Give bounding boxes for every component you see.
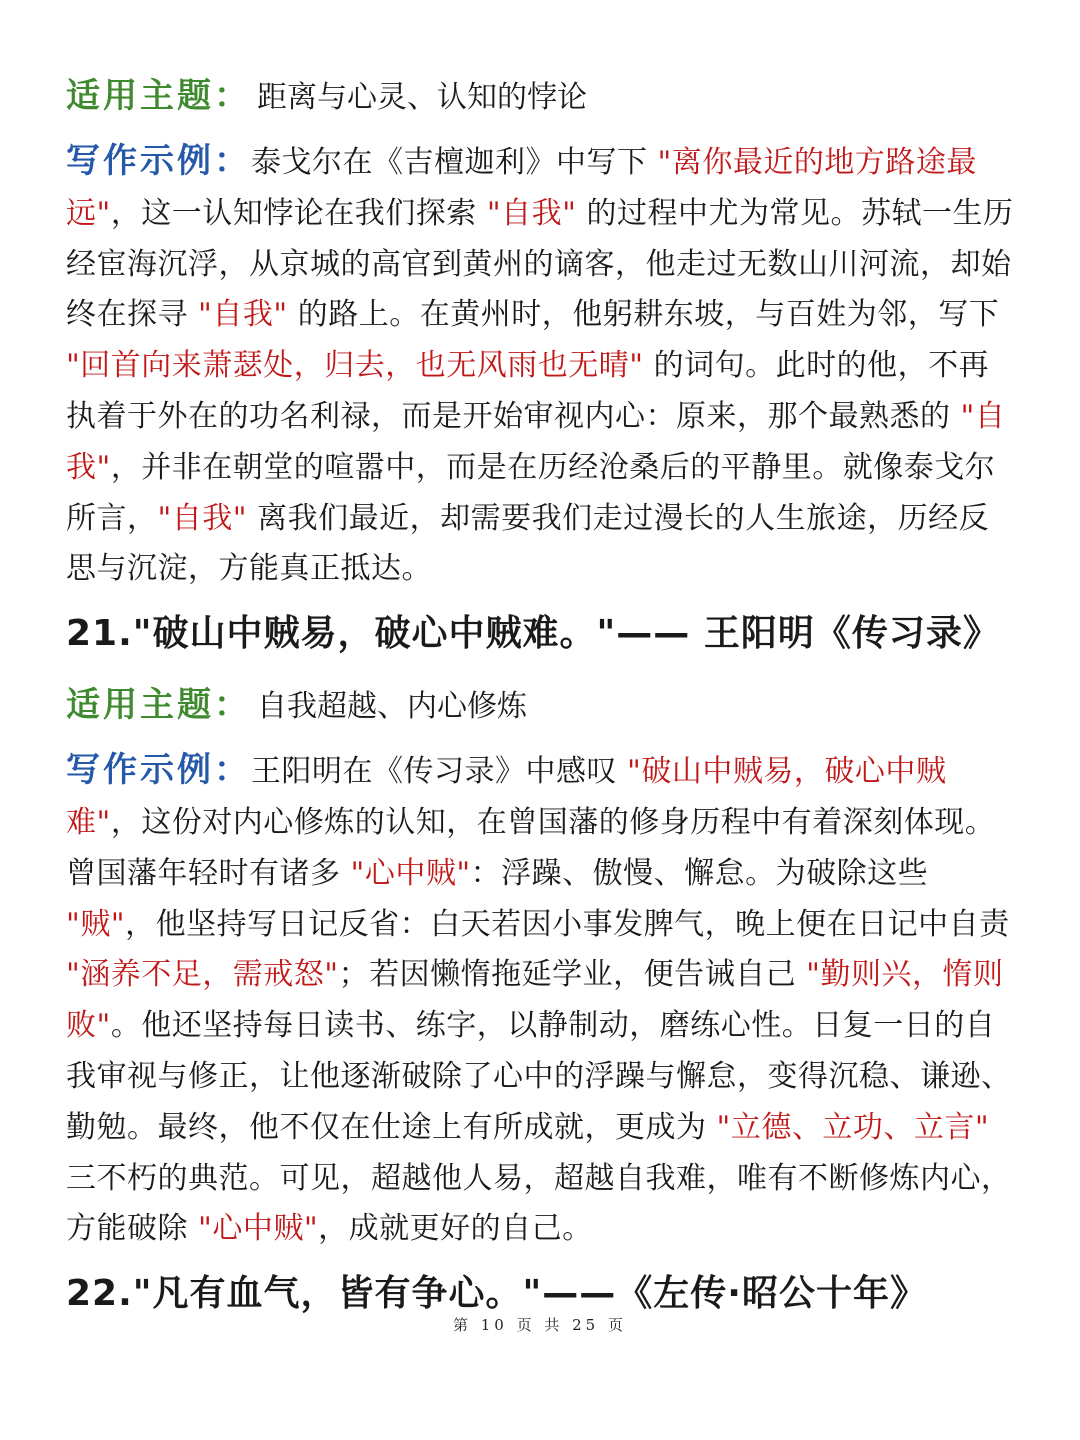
- example-label: 写作示例：: [66, 750, 251, 791]
- body-text: 王阳明在《传习录》中感叹: [251, 754, 628, 790]
- theme-row-21: [66, 671, 1018, 739]
- body-text: ，这一认知悖论在我们探索: [110, 195, 487, 231]
- body-text: ，这份对内心修炼的认知，在曾国藩的修身历程中有着深刻体现。曾国藩年轻时有诸多: [66, 804, 996, 891]
- body-text: 离我们最近，却需要我们走过漫长的人生旅途，历经反思与沉淀，方能真正抵达。: [66, 500, 990, 587]
- quoted-phrase: "自我": [157, 500, 248, 536]
- body-text: 的路上。在黄州时，他躬耕东坡，与百姓为邻，写下: [287, 297, 1000, 333]
- quote-heading-21: 21."破山中贼易，破心中贼难。"—— 王阳明《传习录》: [66, 613, 1000, 655]
- quoted-phrase: "破山中贼易，破心中贼难": [66, 754, 947, 840]
- example-text: [66, 754, 1012, 1246]
- body-text: ：浮躁、傲慢、懈怠。为破除这些: [470, 855, 929, 891]
- body-text: ，并非在朝堂的喧嚣中，而是在历经沧桑后的平静里。就像泰戈尔所言，: [66, 449, 996, 536]
- body-text: 三不朽的典范。可见，超越他人易，超越自我难，唯有不断修炼内心，方能破除: [66, 1160, 1012, 1247]
- body-text: 的过程中尤为常见。苏轼一生历经宦海沉浮，从京城的高官到黄州的谪客，他走过无数山川河流，却始终在探寻: [66, 195, 1014, 333]
- quoted-phrase: "贼": [66, 906, 126, 942]
- theme-text: 距离与心灵、认知的悖论: [257, 80, 587, 115]
- example-text: [66, 145, 1014, 586]
- body-text: ，成就更好的自己。: [318, 1211, 593, 1247]
- theme-text: 自我超越、内心修炼: [257, 689, 527, 725]
- quoted-phrase: "离你最近的地方路途最远": [66, 145, 977, 231]
- theme-label: 适用主题：: [66, 685, 251, 726]
- quoted-phrase: "涵养不足，需戒怒": [66, 957, 339, 993]
- example-paragraph-21: [66, 745, 1018, 1255]
- body-text: 的词句。此时的他，不再执着于外在的功名利禄，而是开始审视内心：原来，那个最熟悉的: [66, 348, 990, 434]
- quoted-phrase: "自我": [198, 297, 288, 333]
- quoted-phrase: "心中贼": [350, 855, 471, 891]
- example-paragraph-20: [66, 136, 1018, 595]
- quote-heading-22: 22."凡有血气，皆有争心。"——《左传·昭公十年》: [66, 1273, 927, 1315]
- body-text: 。他还坚持每日读书、练字，以静制动，磨练心性。日复一日的自我审视与修正，让他逐渐破除了心中的浮躁与懈怠，变得沉稳、谦逊、勤勉。最终，他不仅在仕途上有所成就，更成为: [66, 1008, 1012, 1145]
- quoted-phrase: "自我": [66, 398, 1006, 485]
- body-text: ；若因懒惰拖延学业，便告诫自己: [338, 957, 807, 993]
- theme-row-20: [66, 62, 1018, 130]
- body-text: 泰戈尔在《吉檀迦利》中写下: [251, 145, 658, 180]
- quoted-phrase: "自我": [486, 195, 577, 231]
- page-footer: 第 10 页 共 25 页: [452, 1316, 627, 1334]
- quoted-phrase: "回首向来萧瑟处，归去，也无风雨也无晴": [66, 348, 644, 384]
- example-label: 写作示例：: [66, 141, 251, 181]
- theme-label: 适用主题：: [66, 76, 251, 116]
- quoted-phrase: "立德、立功、立言": [716, 1109, 990, 1145]
- body-text: ，他坚持写日记反省：白天若因小事发脾气，晚上便在日记中自责: [125, 906, 1010, 942]
- quoted-phrase: "心中贼": [198, 1211, 319, 1247]
- quoted-phrase: "勤则兴，惰则败": [66, 957, 1004, 1044]
